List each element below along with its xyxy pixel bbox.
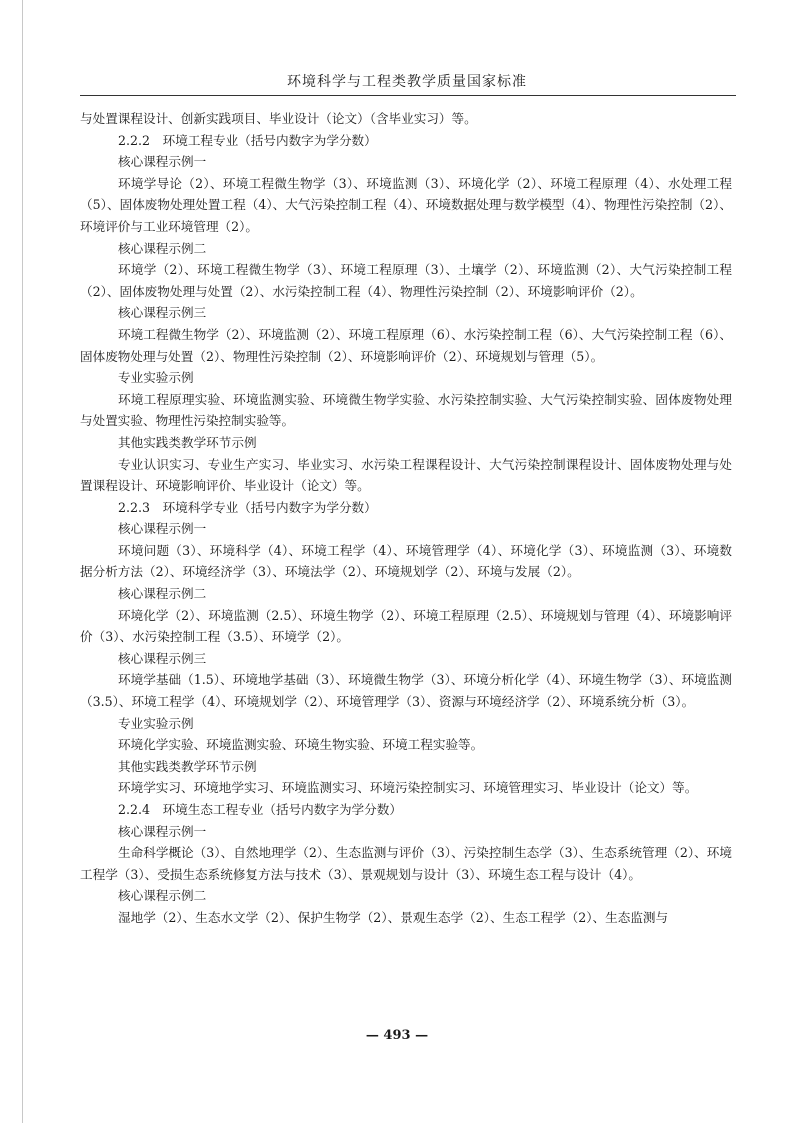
subsection-label: 核心课程示例三 [118, 305, 207, 321]
paragraph: 环境问题（3）、环境科学（4）、环境工程学（4）、环境管理学（4）、环境化学（3）、环境监测（3）、环境数据分析方法（2）、环境经济学（3）、环境法学（2）、环境规划学（2）、环境与发展（2）。 [80, 542, 732, 580]
section-heading: 2.2.4 环境生态工程专业（括号内数字为学分数） [118, 802, 402, 817]
subsection-label: 核心课程示例一 [118, 823, 207, 839]
section-heading: 2.2.2 环境工程专业（括号内数字为学分数） [118, 132, 377, 148]
subsection-label: 核心课程示例一 [118, 521, 207, 537]
subsection-label: 其他实践类教学环节示例 [118, 434, 257, 450]
subsection-label: 核心课程示例二 [118, 586, 207, 602]
subsection-label: 专业实验示例 [118, 370, 194, 386]
paragraph: 环境学基础（1.5）、环境地学基础（3）、环境微生物学（3）、环境分析化学（4）、环境生物学（3）、环境监测（3.5）、环境工程学（4）、环境规划学（2）、环境管理学（3）、资源与环境经济学（2）、环境系统分析（3）。 [80, 672, 732, 710]
paragraph: 环境学（2）、环境工程微生物学（3）、环境工程原理（3）、土壤学（2）、环境监测（2）、大气污染控制工程（2）、固体废物处理与处置（2）、水污染控制工程（4）、物理性污染控制（2）、环境影响评价（2）。 [80, 262, 732, 299]
paragraph: 专业认识实习、专业生产实习、毕业实习、水污染工程课程设计、大气污染控制课程设计、固体废物处理与处置课程设计、环境影响评价、毕业设计（论文）等。 [80, 456, 732, 494]
paragraph: 环境学导论（2）、环境工程微生物学（3）、环境监测（3）、环境化学（2）、环境工程原理（4）、水处理工程（5）、固体废物处理处置工程（4）、大气污染控制工程（4）、环境数据处理与数学模型（4）、物理性污染控制（2）、环境评价与工业环境管理（2）。 [80, 175, 732, 234]
running-header: 环境科学与工程类教学质量国家标准 [287, 74, 527, 90]
subsection-label: 专业实验示例 [118, 715, 194, 731]
paragraph: 生命科学概论（3）、自然地理学（2）、生态监测与评价（3）、污染控制生态学（3）、生态系统管理（2）、环境工程学（3）、受损生态系统修复方法与技术（3）、景观规划与设计（3）、环境生态工程与设计（4）。 [80, 845, 732, 882]
header-rule [80, 95, 736, 96]
section-heading: 2.2.3 环境科学专业（括号内数字为学分数） [118, 499, 377, 515]
subsection-label: 核心课程示例三 [118, 650, 207, 666]
paragraph: 环境工程原理实验、环境监测实验、环境微生物学实验、水污染控制实验、大气污染控制实验、固体废物处理与处置实验、物理性污染控制实验等。 [80, 391, 732, 429]
paragraph: 环境学实习、环境地学实习、环境监测实习、环境污染控制实习、环境管理实习、毕业设计（论文）等。 [118, 780, 698, 796]
page-number: — 493 — [365, 1028, 429, 1043]
subsection-label: 核心课程示例一 [118, 154, 207, 170]
paragraph: 湿地学（2）、生态水文学（2）、保护生物学（2）、景观生态学（2）、生态工程学（2）、生态监测与 [118, 909, 669, 925]
body-text [80, 108, 732, 929]
paragraph: 环境工程微生物学（2）、环境监测（2）、环境工程原理（6）、水污染控制工程（6）、大气污染控制工程（6）、固体废物处理与处置（2）、物理性污染控制（2）、环境影响评价（2）、环境规划与管理（5）。 [80, 326, 732, 364]
paragraph: 环境化学（2）、环境监测（2.5）、环境生物学（2）、环境工程原理（2.5）、环境规划与管理（4）、环境影响评价（3）、水污染控制工程（3.5）、环境学（2）。 [80, 607, 732, 645]
paragraph: 环境化学实验、环境监测实验、环境生物实验、环境工程实验等。 [118, 737, 484, 753]
paragraph: 与处置课程设计、创新实践项目、毕业设计（论文）（含毕业实习）等。 [80, 111, 477, 126]
subsection-label: 核心课程示例二 [118, 240, 207, 256]
subsection-label: 核心课程示例二 [118, 888, 207, 904]
subsection-label: 其他实践类教学环节示例 [118, 758, 257, 774]
